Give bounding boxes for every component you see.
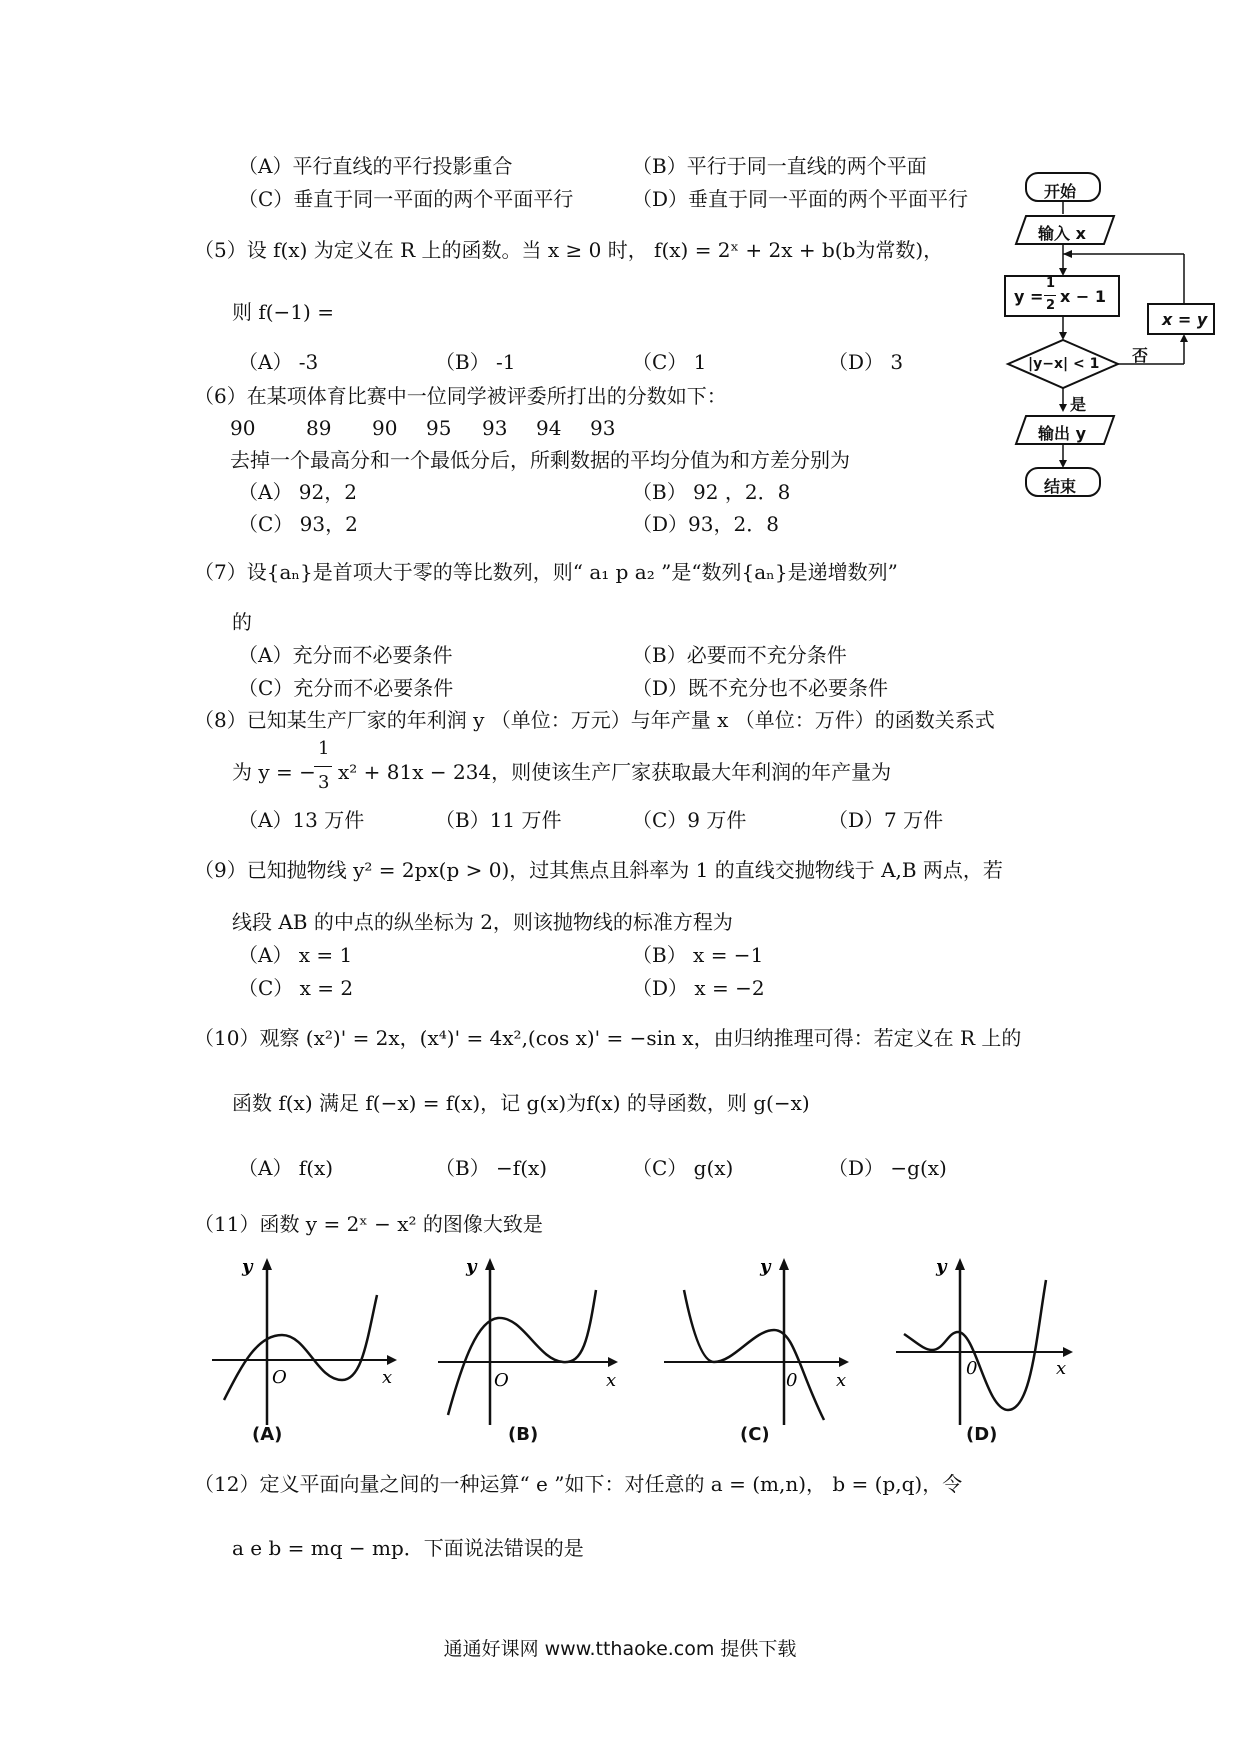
flowchart-no: 否 xyxy=(1132,346,1149,365)
q4-option-a: （A）平行直线的平行投影重合 xyxy=(238,154,513,178)
graph-a-label: (A) xyxy=(252,1424,283,1445)
q4-option-d: （D）垂直于同一平面的两个平面平行 xyxy=(632,187,969,211)
q6-option-c: （C） 93，2 xyxy=(238,512,358,536)
q8-option-b: （B）11 万件 xyxy=(435,808,562,832)
q6-option-b: （B） 92 ，2．8 xyxy=(632,480,791,504)
flowchart-condition: |y−x| < 1 xyxy=(1028,356,1100,372)
flowchart-end: 结束 xyxy=(1044,477,1077,496)
q11-stem: （11）函数 y = 2ˣ − x² 的图像大致是 xyxy=(194,1212,543,1236)
flowchart-formula-num: 1 xyxy=(1046,276,1056,291)
graph-b xyxy=(438,1250,638,1430)
graph-d xyxy=(896,1250,1096,1430)
q4-option-c: （C）垂直于同一平面的两个平面平行 xyxy=(238,187,574,211)
q10-option-a: （A） f(x) xyxy=(238,1156,334,1180)
q9-option-d: （D） x = −2 xyxy=(632,976,765,1000)
graph-b-xlabel: x xyxy=(606,1370,617,1391)
graph-a-ylabel: y xyxy=(242,1256,253,1277)
q8-frac-den: 3 xyxy=(318,772,330,793)
q10-option-b: （B） −f(x) xyxy=(435,1156,548,1180)
q9-option-a: （A） x = 1 xyxy=(238,943,353,967)
graph-a xyxy=(212,1250,412,1430)
graph-c-xlabel: x xyxy=(836,1370,847,1391)
flowchart-formula-post: x − 1 xyxy=(1060,287,1106,306)
q8-option-a: （A）13 万件 xyxy=(238,808,365,832)
graph-b-origin: O xyxy=(494,1370,509,1391)
graph-d-xlabel: x xyxy=(1056,1358,1067,1379)
q5-option-a: （A） -3 xyxy=(238,350,319,374)
page-footer: 通通好课网 www.tthaoke.com 提供下载 xyxy=(443,1638,797,1660)
q8-option-d: （D）7 万件 xyxy=(828,808,944,832)
q9-option-c: （C） x = 2 xyxy=(238,976,354,1000)
q6-score: 90 xyxy=(372,416,398,440)
flowchart-formula-bar xyxy=(1044,295,1056,296)
q9-line2: 线段 AB 的中点的纵坐标为 2，则该抛物线的标准方程为 xyxy=(232,910,733,934)
q7-option-b: （B）必要而不充分条件 xyxy=(632,643,847,667)
q7-option-c: （C）充分而不必要条件 xyxy=(238,676,454,700)
q6-score: 95 xyxy=(426,416,452,440)
graph-d-label: (D) xyxy=(966,1424,998,1445)
q10-option-d: （D） −g(x) xyxy=(828,1156,947,1180)
q5-line2: 则 f(−1) = xyxy=(232,300,334,324)
flowchart-input: 输入 x xyxy=(1038,224,1086,243)
q9-stem: （9）已知抛物线 y² = 2px(p > 0)，过其焦点且斜率为 1 的直线交抛物线于 A,B 两点，若 xyxy=(194,858,1003,882)
flowchart-assign: x = y xyxy=(1162,310,1208,329)
q10-stem: （10）观察 (x²)' = 2x，(x⁴)' = 4x²,(cos x)' = −sin x，由归纳推理可得：若定义在 R 上的 xyxy=(194,1026,1022,1050)
q8-line2-post: x² + 81x − 234，则使该生产厂家获取最大年利润的年产量为 xyxy=(338,760,892,784)
q6-score: 94 xyxy=(536,416,562,440)
q6-option-d: （D）93，2．8 xyxy=(632,512,779,536)
flowchart-start: 开始 xyxy=(1044,182,1077,201)
flowchart-formula-den: 2 xyxy=(1046,298,1056,313)
q12-line2: a e b = mq − mp．下面说法错误的是 xyxy=(232,1536,584,1560)
graph-d-origin: 0 xyxy=(966,1358,978,1379)
flowchart-yes: 是 xyxy=(1070,395,1087,414)
q8-stem: （8）已知某生产厂家的年利润 y （单位：万元）与年产量 x （单位：万件）的函数关系式 xyxy=(194,708,995,732)
q5-option-c: （C） 1 xyxy=(632,350,707,374)
graph-b-label: (B) xyxy=(508,1424,539,1445)
q6-score: 93 xyxy=(590,416,616,440)
graph-a-origin: O xyxy=(272,1367,287,1388)
q12-stem: （12）定义平面向量之间的一种运算“ e ”如下：对任意的 a = (m,n)， b = (p,q)，令 xyxy=(194,1472,963,1496)
graph-c xyxy=(664,1250,864,1430)
q5-option-d: （D） 3 xyxy=(828,350,904,374)
q10-line2: 函数 f(x) 满足 f(−x) = f(x)，记 g(x)为f(x) 的导函数，则 g(−x) xyxy=(232,1091,810,1115)
q8-line2-pre: 为 y = − xyxy=(232,760,316,784)
q6-stem: （6）在某项体育比赛中一位同学被评委所打出的分数如下： xyxy=(194,384,727,408)
graph-c-origin: 0 xyxy=(786,1370,798,1391)
flowchart-output: 输出 y xyxy=(1038,424,1087,443)
q5-option-b: （B） -1 xyxy=(435,350,516,374)
q6-option-a: （A） 92，2 xyxy=(238,480,357,504)
q5-stem: （5）设 f(x) 为定义在 R 上的函数。当 x ≥ 0 时， f(x) = 2ˣ + 2x + b(b为常数)， xyxy=(194,238,944,262)
q7-line2: 的 xyxy=(232,610,252,634)
q7-option-a: （A）充分而不必要条件 xyxy=(238,643,453,667)
q8-frac-bar xyxy=(314,766,332,767)
graph-c-label: (C) xyxy=(740,1424,770,1445)
q7-stem: （7）设{aₙ}是首项大于零的等比数列，则“ a₁ p a₂ ”是“数列{aₙ}是递增数列” xyxy=(194,560,898,584)
graph-c-ylabel: y xyxy=(760,1256,771,1277)
q9-option-b: （B） x = −1 xyxy=(632,943,764,967)
q8-option-c: （C）9 万件 xyxy=(632,808,747,832)
q6-line3: 去掉一个最高分和一个最低分后，所剩数据的平均分值为和方差分别为 xyxy=(230,448,850,472)
graph-a-xlabel: x xyxy=(382,1367,393,1388)
q4-option-b: （B）平行于同一直线的两个平面 xyxy=(632,154,927,178)
graph-b-ylabel: y xyxy=(466,1256,477,1277)
q8-frac-num: 1 xyxy=(318,738,330,759)
q7-option-d: （D）既不充分也不必要条件 xyxy=(632,676,889,700)
q6-score: 90 xyxy=(230,416,256,440)
flowchart xyxy=(1000,170,1240,570)
graph-d-ylabel: y xyxy=(936,1256,947,1277)
q10-option-c: （C） g(x) xyxy=(632,1156,734,1180)
q6-score: 93 xyxy=(482,416,508,440)
q6-score: 89 xyxy=(306,416,332,440)
flowchart-formula-pre: y = xyxy=(1014,287,1044,306)
